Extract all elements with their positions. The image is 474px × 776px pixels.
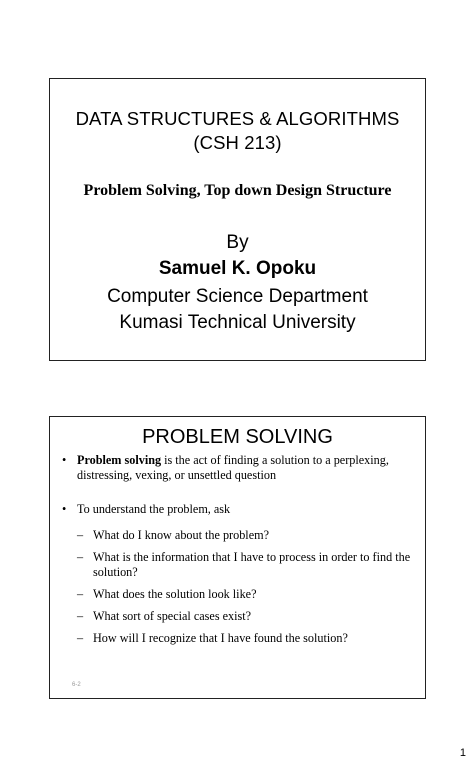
university-name: Kumasi Technical University [119, 312, 356, 333]
question-text: How will I recognize that I have found the solution? [93, 631, 348, 645]
bullet-mark: • [62, 453, 67, 467]
lecture-subtitle: Problem Solving, Top down Design Structure [83, 182, 392, 199]
bullet-mark: • [62, 502, 67, 516]
problem-solving-slide [49, 416, 426, 699]
course-code: (CSH 213) [193, 132, 282, 153]
course-title-line1: DATA STRUCTURES & ALGORITHMS [75, 108, 400, 129]
author-name: Samuel K. Opoku [158, 258, 317, 279]
slide-title: PROBLEM SOLVING [142, 426, 333, 448]
by-label: By [226, 232, 249, 253]
dash-mark: – [77, 528, 84, 542]
question-text: What sort of special cases exist? [93, 609, 252, 623]
bullet-definition [62, 453, 415, 483]
slide-number: 6-2 [72, 682, 81, 688]
question-item [62, 631, 415, 646]
question-item [62, 609, 415, 624]
dash-mark: – [77, 587, 84, 601]
question-item [62, 550, 415, 580]
course-title [50, 107, 425, 155]
question-item [62, 528, 415, 543]
dash-mark: – [77, 609, 84, 623]
dash-mark: – [77, 631, 84, 645]
department-name: Computer Science Department [107, 286, 368, 307]
page-number: 1 [459, 747, 466, 759]
question-text: What is the information that I have to process in order to find the solution? [93, 550, 411, 579]
question-item [62, 587, 415, 602]
question-text: What does the solution look like? [93, 587, 257, 601]
title-slide [49, 78, 426, 361]
slide-body [62, 453, 415, 646]
definition-term: Problem solving [77, 453, 162, 467]
dash-mark: – [77, 550, 84, 564]
bullet-text: To understand the problem, ask [77, 502, 231, 516]
bullet-understand [62, 502, 415, 517]
definition-text: is the act of finding a solution to a perplexing, distressing, vexing, or unsettled question [77, 453, 389, 482]
question-text: What do I know about the problem? [93, 528, 269, 542]
